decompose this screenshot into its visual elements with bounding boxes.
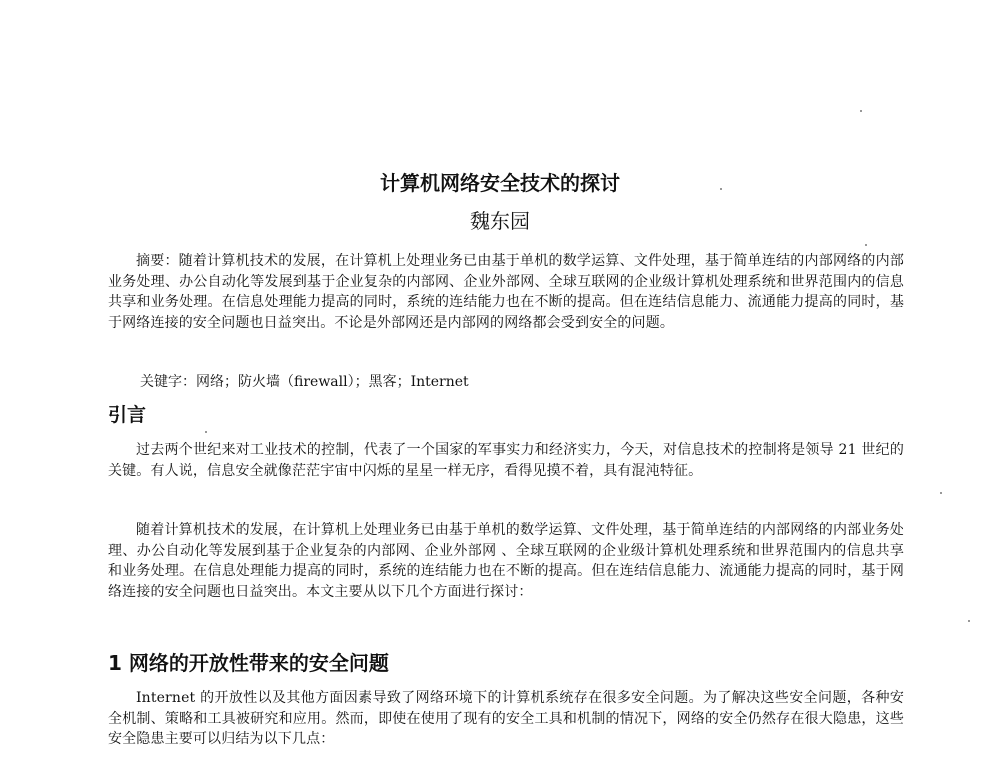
keywords: 关键字：网络；防火墙（firewall）；黑客；Internet bbox=[140, 374, 469, 390]
scan-speck bbox=[968, 620, 970, 622]
paper-title: 计算机网络安全技术的探讨 bbox=[380, 171, 620, 195]
scan-speck bbox=[865, 244, 867, 246]
section-heading-introduction: 引言 bbox=[108, 404, 147, 426]
scan-speck bbox=[940, 492, 942, 494]
section-heading-1: 1 网络的开放性带来的安全问题 bbox=[108, 651, 389, 675]
introduction-paragraph-2: 随着计算机技术的发展，在计算机上处理业务已由基于单机的数学运算、文件处理，基于简单连结的内部网络的内部业务处理、办公自动化等发展到基于企业复杂的内部网、企业外部网 、全球互联网的企业级计算机处理系统和世界范围内的信息共享和业务处理。在信息处理能力提高的同时，系统的连结能力也在不断的提高。但在连结信息能力、流通能力提高的同时，基于网络连接的安全问题也日益突出。本文主要从以下几个方面进行探讨： bbox=[108, 522, 904, 600]
scan-speck bbox=[205, 431, 207, 433]
abstract: 摘要：随着计算机技术的发展，在计算机上处理业务已由基于单机的数学运算、文件处理，基于简单连结的内部网络的内部业务处理、办公自动化等发展到基于企业复杂的内部网、企业外部网、全球互联网的企业级计算机处理系统和世界范围内的信息共享和业务处理。在信息处理能力提高的同时，系统的连结能力也在不断的提高。但在连结信息能力、流通能力提高的同时，基于网络连接的安全问题也日益突出。不论是外部网还是内部网的网络都会受到安全的问题。 bbox=[108, 253, 904, 331]
section-1-paragraph-1: Internet 的开放性以及其他方面因素导致了网络环境下的计算机系统存在很多安全问题。为了解决这些安全问题，各种安全机制、策略和工具被研究和应用。然而，即使在使用了现有的安全工具和机制的情况下，网络的安全仍然存在很大隐患，这些安全隐患主要可以归结为以下几点： bbox=[108, 690, 904, 747]
scan-speck bbox=[720, 188, 722, 190]
scan-speck bbox=[860, 110, 862, 112]
author-name: 魏东园 bbox=[470, 209, 530, 233]
introduction-paragraph-1: 过去两个世纪来对工业技术的控制，代表了一个国家的军事实力和经济实力，今天，对信息技术的控制将是领导 21 世纪的关键。有人说，信息安全就像茫茫宇宙中闪烁的星星一样无序，看得见摸不着，具有混沌特征。 bbox=[108, 442, 904, 479]
